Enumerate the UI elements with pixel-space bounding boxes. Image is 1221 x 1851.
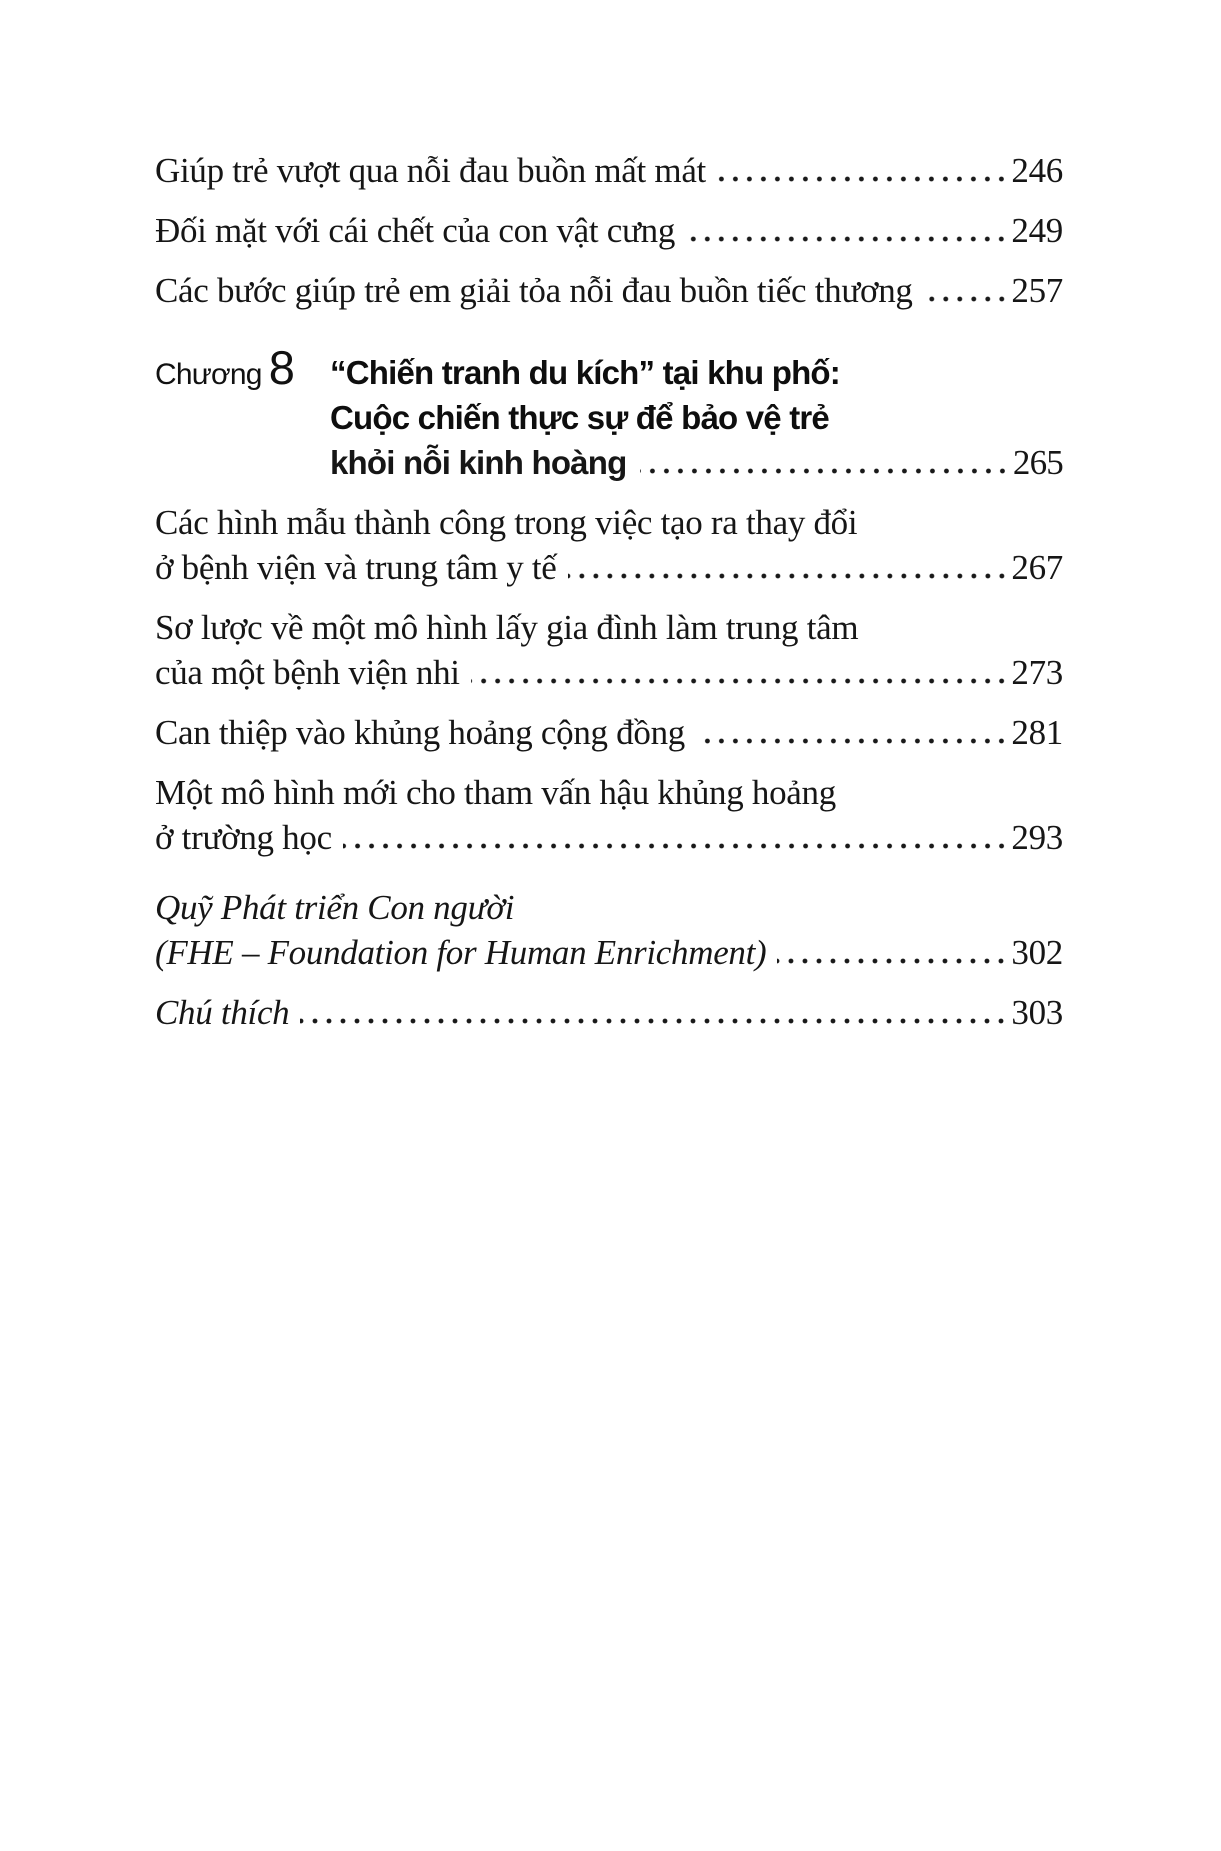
chapter-heading-block xyxy=(155,340,1063,485)
entry-line xyxy=(155,148,1063,193)
toc-entry xyxy=(155,710,1063,755)
dot-leader xyxy=(777,958,1008,964)
page-number: 267 xyxy=(1011,548,1063,587)
dot-leader xyxy=(686,236,1008,242)
chapter-label-word: Chương xyxy=(155,358,262,391)
toc-entry xyxy=(155,605,1063,695)
entry-text: Giúp trẻ vượt qua nỗi đau buồn mất mát xyxy=(155,151,706,190)
entry-line xyxy=(155,545,1063,590)
entry-line xyxy=(155,815,1063,860)
entry-line xyxy=(155,268,1063,313)
toc-entry xyxy=(155,500,1063,590)
page-number: 265 xyxy=(1012,443,1063,482)
entry-text: (FHE – Foundation for Human Enrichment) xyxy=(155,933,767,972)
chapter-title-line-2: Cuộc chiến thực sự để bảo vệ trẻ xyxy=(330,399,829,436)
chapter-title-line-3-row xyxy=(330,440,1063,485)
chapter-label xyxy=(155,340,330,395)
toc-entry xyxy=(155,148,1063,193)
toc-entry xyxy=(155,885,1063,975)
dot-leader xyxy=(924,296,1009,302)
entry-text: Các bước giúp trẻ em giải tỏa nỗi đau buồn tiếc thương xyxy=(155,271,913,310)
page-number: 293 xyxy=(1011,818,1063,857)
entry-text: Quỹ Phát triển Con người xyxy=(155,888,515,927)
chapter-title-line-3: khỏi nỗi kinh hoàng xyxy=(330,444,627,481)
chapter-number: 8 xyxy=(268,341,295,394)
entry-line xyxy=(155,990,1063,1035)
dot-leader xyxy=(343,843,1009,849)
toc-entry xyxy=(155,208,1063,253)
toc-entry xyxy=(155,268,1063,313)
page-number: 302 xyxy=(1011,933,1063,972)
toc-entry xyxy=(155,990,1063,1035)
dot-leader xyxy=(568,573,1009,579)
page-number: 281 xyxy=(1011,713,1063,752)
entry-text: Chú thích xyxy=(155,993,290,1032)
page-number: 249 xyxy=(1011,211,1063,250)
table-of-contents xyxy=(155,148,1063,1035)
entry-line xyxy=(155,710,1063,755)
entry-text: Các hình mẫu thành công trong việc tạo ra thay đổi xyxy=(155,503,858,542)
entry-text: Một mô hình mới cho tham vấn hậu khủng hoảng xyxy=(155,773,836,812)
entry-text: của một bệnh viện nhi xyxy=(155,653,460,692)
dot-leader xyxy=(717,176,1008,182)
dot-leader xyxy=(471,678,1009,684)
entry-text: ở trường học xyxy=(155,818,332,857)
entry-line xyxy=(155,208,1063,253)
entry-text: Can thiệp vào khủng hoảng cộng đồng xyxy=(155,713,685,752)
dot-leader xyxy=(696,738,1008,744)
entry-line xyxy=(155,650,1063,695)
page-number: 246 xyxy=(1011,151,1063,190)
entry-text: ở bệnh viện và trung tâm y tế xyxy=(155,548,557,587)
page-number: 273 xyxy=(1011,653,1063,692)
dot-leader xyxy=(300,1018,1008,1024)
page-number: 257 xyxy=(1011,271,1063,310)
dot-leader xyxy=(640,468,1009,474)
entry-text: Đối mặt với cái chết của con vật cưng xyxy=(155,211,676,250)
chapter-title xyxy=(330,350,1063,485)
chapter-title-line-1: “Chiến tranh du kích” tại khu phố: xyxy=(330,354,840,391)
toc-entry xyxy=(155,770,1063,860)
page-number: 303 xyxy=(1011,993,1063,1032)
entry-line xyxy=(155,930,1063,975)
entry-text: Sơ lược về một mô hình lấy gia đình làm trung tâm xyxy=(155,608,859,647)
